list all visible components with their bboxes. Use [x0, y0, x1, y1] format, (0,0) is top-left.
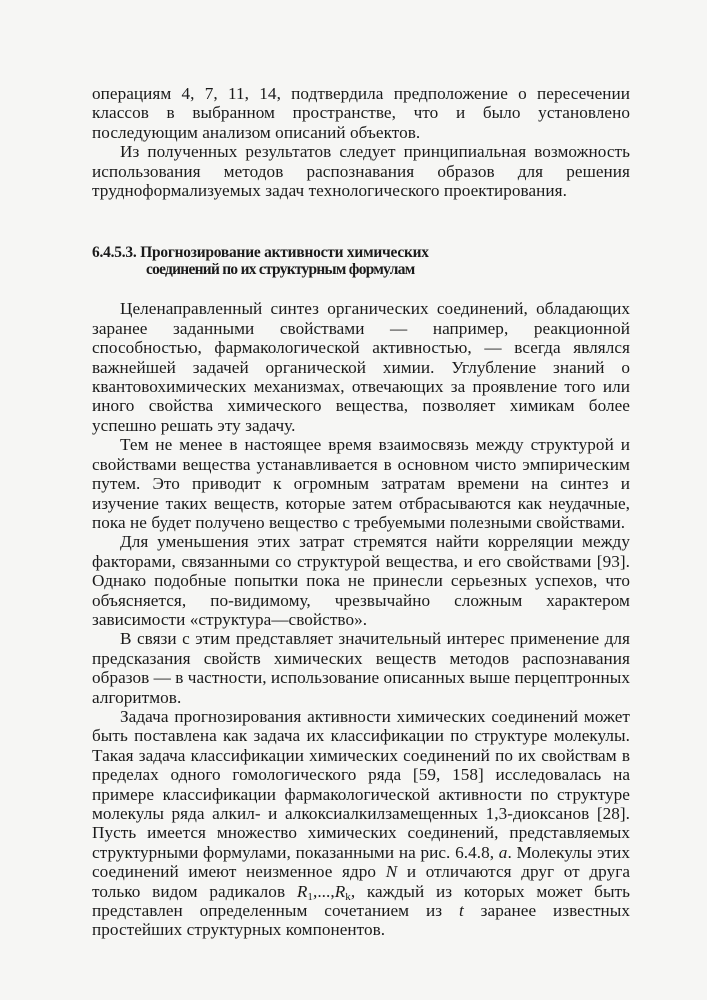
- paragraph-7-text: заранее известных простейших структурных компонентов.: [92, 901, 630, 940]
- paragraph-3: Целенаправленный синтез органических соединений, обладающих заранее заданными свойствами — например, реакционной способностью, фармакологической активностью, — всегда являлся важнейшей задачей органической химии. Углубление знаний о квантовохимических механизмах, отвечающих за проявление того или иного свойства химического вещества, позволяет химикам более успешно решать эту задачу.: [92, 299, 630, 435]
- document-page: [92, 84, 630, 940]
- section-heading-line-2: соединений по их структурным формулам: [146, 261, 415, 279]
- paragraph-4: Тем не менее в настоящее время взаимосвязь между структурой и свойствами вещества устанавливается в основном чисто эмпирическим путем. Это приводит к огромным затратам времени на синтез и изучение таких веществ, которые затем отбрасываются как неудачные, пока не будет получено вещество с требуемыми полезными свойствами.: [92, 435, 630, 532]
- nucleus-symbol: N: [385, 862, 398, 882]
- paragraph-1: операциям 4, 7, 11, 14, подтвердила предположение о пересечении классов в выбранном пространстве, что и было установлено последующим анализом описаний объектов.: [92, 84, 630, 142]
- paragraph-7-text: , каждый из которых может быть представлен определенным сочетанием из: [92, 881, 630, 921]
- radical-subscript: 1: [307, 890, 313, 903]
- paragraph-5: Для уменьшения этих затрат стремятся найти корреляции между факторами, связанными со структурой вещества, и его свойствами [93]. Однако подобные попытки пока не принесли серьезных успехов, что объясняется, по-видимому, чрезвычайно сложным характером зависимости «структура—свойство».: [92, 532, 630, 629]
- paragraph-7-text: . Молекулы этих соединений имеют неизменное ядро: [92, 842, 630, 882]
- spacer: [92, 278, 630, 299]
- radical-subscript: k: [345, 890, 351, 903]
- count-symbol: t: [458, 901, 464, 921]
- paragraph-6: В связи с этим представляет значительный интерес применение для предсказания свойств химических веществ методов распознавания образов — в частности, использование описанных выше перцептронных алгоритмов.: [92, 629, 630, 707]
- paragraph-7-text: Задача прогнозирования активности химических соединений может быть поставлена как задача их классификации по структуре молекулы. Такая задача классификации химических соединений по их свойствам в пределах одного гомологического ряда [59, 158] исследовалась на примере классификации фармакологической активности по структуре молекулы ряда алкил- и алкоксиалкилзамещенных 1,3-диоксанов [28]. Пусть имеется множество химических соединений, представляемых структурными формулами, показанными на рис. 6.4.8,: [92, 706, 630, 862]
- paragraph-2: Из полученных результатов следует принципиальная возможность использования методов распознавания образов для решения трудноформализуемых задач технологического проектирования.: [92, 142, 630, 201]
- figure-ref-letter: а: [498, 842, 508, 862]
- section-heading-line-1: 6.4.5.3. Прогнозирование активности химических: [92, 244, 429, 262]
- spacer: [92, 200, 630, 244]
- radical-symbol: R: [296, 881, 308, 901]
- paragraph-7: [92, 707, 630, 940]
- paragraph-7-text: и отличаются друг от друга только видом радикалов: [92, 862, 630, 901]
- radical-separator: ,...,: [312, 881, 335, 901]
- radical-symbol: R: [334, 881, 346, 901]
- section-heading: [92, 244, 630, 278]
